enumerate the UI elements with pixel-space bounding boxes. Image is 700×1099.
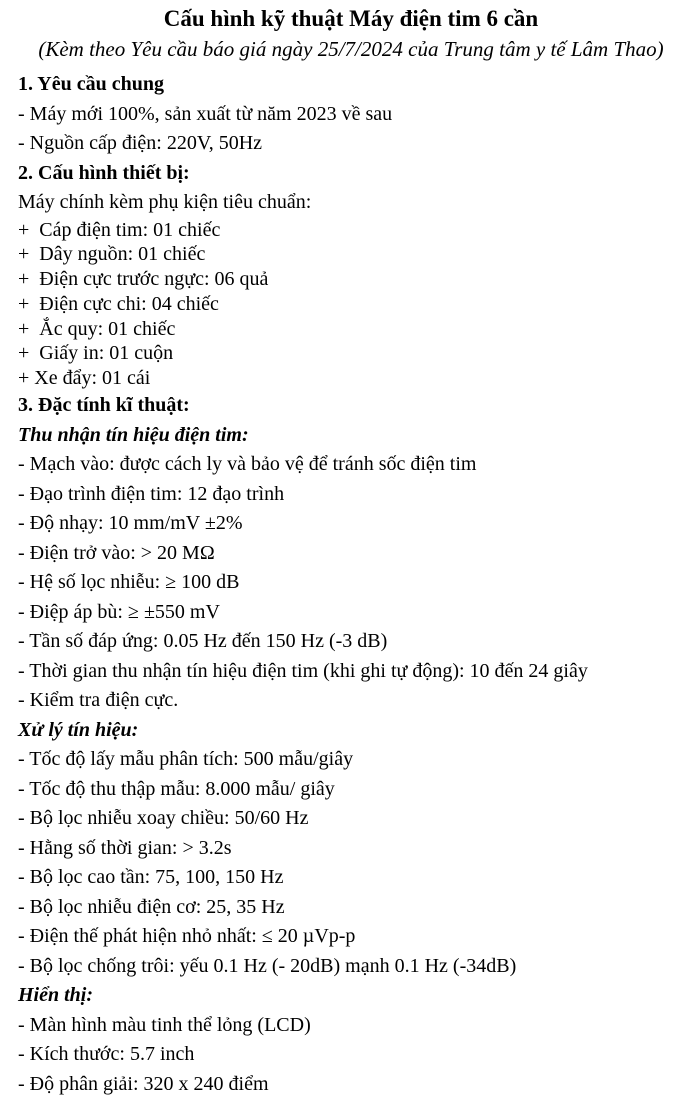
document-subtitle: (Kèm theo Yêu cầu báo giá ngày 25/7/2024 của Trung tâm y tế Lâm Thao) <box>38 37 664 61</box>
spec-line: - Tần số đáp ứng: 0.05 Hz đến 150 Hz (-3 dB) <box>18 630 388 653</box>
section-1-heading: 1. Yêu cầu chung <box>18 73 164 95</box>
document-body <box>18 70 684 1099</box>
spec-line: - Bộ lọc cao tần: 75, 100, 150 Hz <box>18 866 284 889</box>
spec-line: - Hằng số thời gian: > 3.2s <box>18 836 232 859</box>
intro-line: Máy chính kèm phụ kiện tiêu chuẩn: <box>18 191 312 213</box>
spec-line: - Bộ lọc nhiễu điện cơ: 25, 35 Hz <box>18 895 285 918</box>
spec-line: - Thời gian thu nhận tín hiệu điện tim (khi ghi tự động): 10 đến 24 giây <box>18 659 588 682</box>
spec-line: - Điện trở vào: > 20 MΩ <box>18 541 215 564</box>
spec-line: - Điệp áp bù: ≥ ±550 mV <box>18 600 220 623</box>
section-3-heading: 3. Đặc tính kĩ thuật: <box>18 394 190 417</box>
spec-line: - Hệ số lọc nhiễu: ≥ 100 dB <box>18 571 240 594</box>
accessory-line: + Xe đẩy: 01 cái <box>18 367 151 390</box>
subsection-heading-signal-acquisition: Thu nhận tín hiệu điện tim: <box>18 423 249 446</box>
spec-line: - Bộ lọc chống trôi: yếu 0.1 Hz (- 20dB) mạnh 0.1 Hz (-34dB) <box>18 954 517 977</box>
spec-line: - Độ nhạy: 10 mm/mV ±2% <box>18 512 243 535</box>
spec-line: - Đạo trình điện tim: 12 đạo trình <box>18 482 285 505</box>
accessory-line: + Cáp điện tim: 01 chiếc <box>18 218 221 241</box>
accessory-line: + Giấy in: 01 cuộn <box>18 342 174 365</box>
accessory-line: + Điện cực chi: 04 chiếc <box>18 292 219 315</box>
spec-line: - Tốc độ thu thập mẫu: 8.000 mẫu/ giây <box>18 777 335 800</box>
document-title: Cấu hình kỹ thuật Máy điện tim 6 cần <box>163 6 539 31</box>
subsection-heading-display: Hiển thị: <box>18 984 94 1007</box>
accessory-line: + Điện cực trước ngực: 06 quả <box>18 268 269 291</box>
spec-line: - Màn hình màu tinh thể lỏng (LCD) <box>18 1013 311 1036</box>
spec-line: - Nguồn cấp điện: 220V, 50Hz <box>18 132 263 154</box>
accessory-line: + Ắc quy: 01 chiếc <box>18 317 176 340</box>
spec-line: - Tốc độ lấy mẫu phân tích: 500 mẫu/giây <box>18 748 354 771</box>
spec-line: - Mạch vào: được cách ly và bảo vệ để tránh sốc điện tim <box>18 453 477 476</box>
spec-line: - Máy mới 100%, sản xuất từ năm 2023 về sau <box>18 102 393 125</box>
spec-line: - Điện thế phát hiện nhỏ nhất: ≤ 20 µVp-p <box>18 925 356 948</box>
spec-line: - Kích thước: 5.7 inch <box>18 1043 195 1066</box>
spec-line: - Kiểm tra điện cực. <box>18 689 179 712</box>
spec-line: - Độ phân giải: 320 x 240 điểm <box>18 1072 269 1095</box>
subsection-heading-signal-processing: Xử lý tín hiệu: <box>18 718 139 741</box>
spec-line: - Bộ lọc nhiễu xoay chiều: 50/60 Hz <box>18 807 309 830</box>
section-2-heading: 2. Cấu hình thiết bị: <box>18 161 190 184</box>
accessory-line: + Dây nguồn: 01 chiếc <box>18 243 206 266</box>
